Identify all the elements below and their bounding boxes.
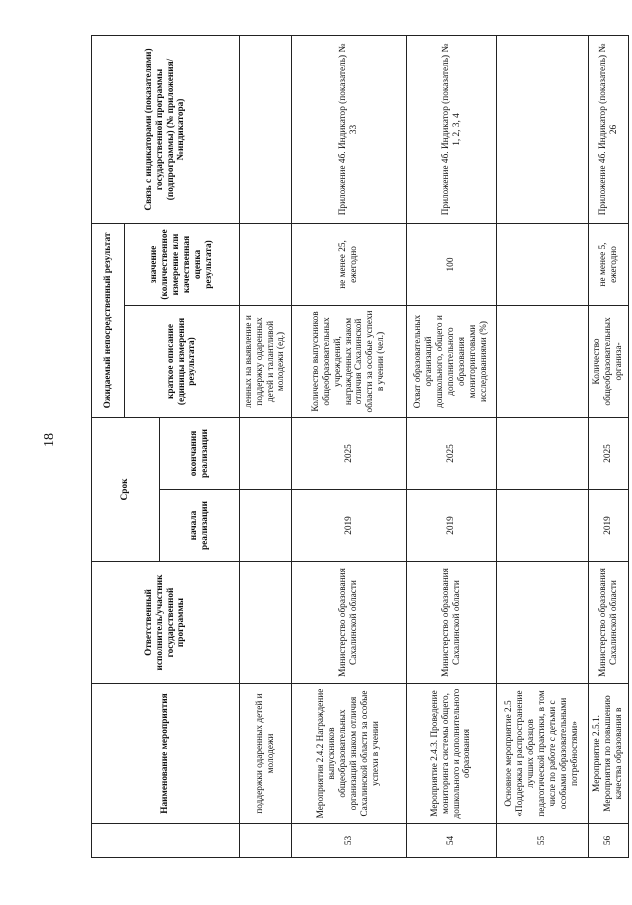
row-end: 2025	[407, 417, 497, 489]
table-row-54	[407, 35, 497, 857]
row-end: 2025	[589, 417, 629, 489]
row-end	[240, 417, 292, 489]
row-num: 55	[497, 824, 589, 858]
header-row-1	[92, 35, 125, 857]
row-link: Приложение 4б. Индикатор (показатель) № 26	[589, 35, 629, 223]
row-start: 2019	[407, 490, 497, 562]
table-row-56	[589, 35, 629, 857]
row-num: 56	[589, 824, 629, 858]
header-end: окончания реализации	[160, 417, 240, 489]
row-end: 2025	[292, 417, 407, 489]
row-value: не менее 5, ежегодно	[589, 223, 629, 305]
row-name: Мероприятие 2.5.1. Мероприятия по повышению качества образования в	[589, 684, 629, 824]
row-value	[497, 223, 589, 305]
row-responsible	[497, 562, 589, 684]
header-desc: краткое описание (единицы измерения результата)	[125, 305, 240, 417]
rotated-table-wrapper	[91, 36, 629, 858]
row-name: Мероприятие 2.4.3. Проведение мониторинга системы общего, дошкольного и дополнительного образования	[407, 684, 497, 824]
row-value: не менее 25, ежегодно	[292, 223, 407, 305]
row-num: 53	[292, 824, 407, 858]
row-name: Основное мероприятие 2.5 «Поддержка и распространение лучших образцов педагогической практики, в том числе по работе с детьми с особыми образовательными потребностями»	[497, 684, 589, 824]
row-responsible	[240, 562, 292, 684]
row-desc: Количество общеобразовательных организа-	[589, 305, 629, 417]
row-desc: Охват образовательных организаций дошкольного, общего и дополнительного образования мониторинговыми исследованиями (%)	[407, 305, 497, 417]
header-result: Ожидаемый непосредственный результат	[92, 223, 125, 417]
row-end	[497, 417, 589, 489]
row-responsible: Министерство образования Сахалинской области	[407, 562, 497, 684]
row-start: 2019	[292, 490, 407, 562]
row-start	[497, 490, 589, 562]
header-responsible: Ответственный исполнитель/участник государственной программы	[92, 562, 240, 684]
header-link: Связь с индикаторами (показателями) государственной программы (подпрограммы) (№ приложения/№индикатора)	[92, 35, 240, 223]
row-value: 100	[407, 223, 497, 305]
header-num	[92, 824, 240, 858]
header-start: начала реализации	[160, 490, 240, 562]
row-desc	[497, 305, 589, 417]
row-name: поддержки одаренных детей и молодежи	[240, 684, 292, 824]
row-start: 2019	[589, 490, 629, 562]
row-num	[240, 824, 292, 858]
row-responsible: Министерство образования Сахалинской области	[292, 562, 407, 684]
row-desc: Количество выпускников общеобразовательных учреждений, награжденных знаком отличия Сахалинской области за особые успехи в учении (чел.)	[292, 305, 407, 417]
page-number: 18	[42, 433, 57, 447]
row-link: Приложение 4б. Индикатор (показатель) № 1, 2, 3, 4	[407, 35, 497, 223]
header-value: значение (количественное измерение или качественная оценка результата)	[125, 223, 240, 305]
row-value	[240, 223, 292, 305]
row-num: 54	[407, 824, 497, 858]
row-responsible: Министерство образования Сахалинской области	[589, 562, 629, 684]
row-link	[497, 35, 589, 223]
table-row-53	[292, 35, 407, 857]
row-name: Мероприятия 2.4.2 Награждение выпускников общеобразовательных организаций знаком отличия Сахалинской области за особые успехи в учении	[292, 684, 407, 824]
header-term: Срок	[92, 417, 160, 561]
row-link: Приложение 4б. Индикатор (показатель) № 33	[292, 35, 407, 223]
row-desc: ленных на выявление и поддержку одаренных детей и талантливой молодежи (ед.)	[240, 305, 292, 417]
table-row-continuation	[240, 35, 292, 857]
row-link	[240, 35, 292, 223]
header-name: Наименование мероприятия	[92, 684, 240, 824]
activities-table	[91, 35, 629, 858]
table-row-55	[497, 35, 589, 857]
row-start	[240, 490, 292, 562]
